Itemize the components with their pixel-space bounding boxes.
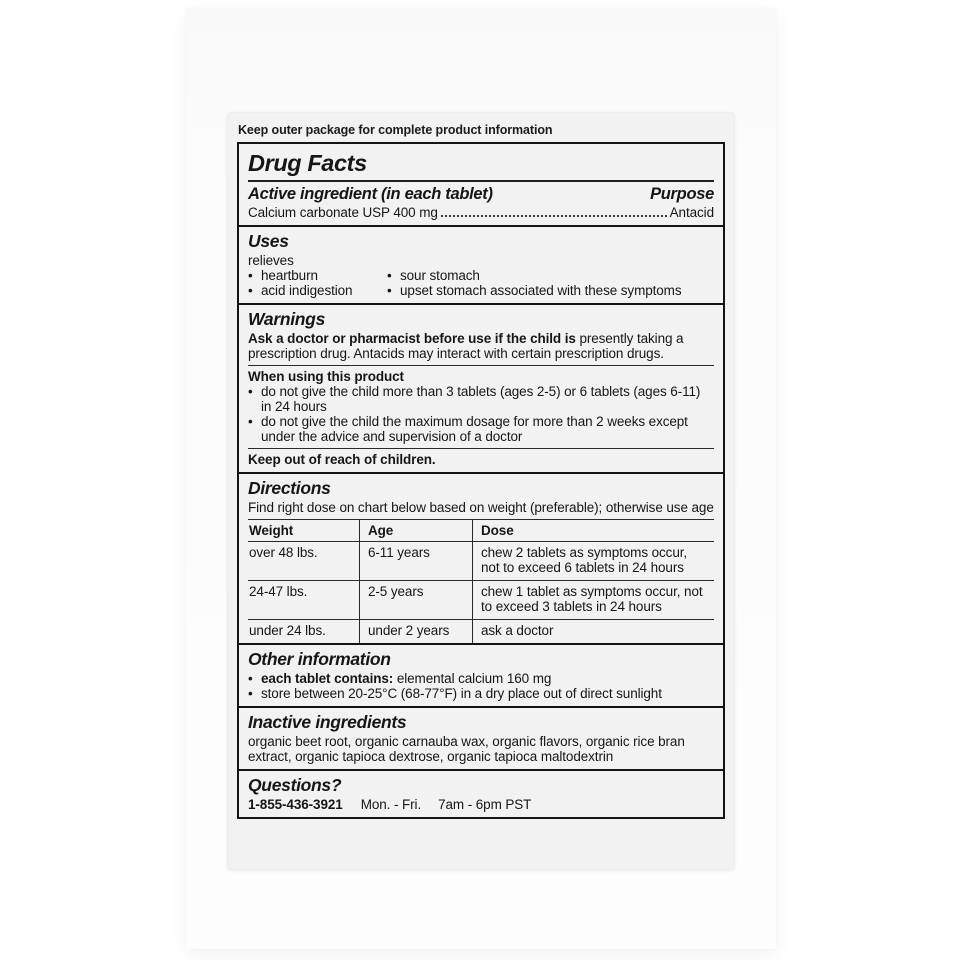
when-using-heading: When using this product [248,369,404,384]
list-item: • sour stomach [387,268,480,283]
other-information-heading: Other information [248,649,391,669]
ingredient-name: Calcium carbonate USP 400 mg [248,205,438,220]
list-item: • heartburn [248,268,318,283]
section-title [239,144,723,225]
list-item: • each tablet contains: elemental calcium 160 mg [248,671,552,686]
drug-facts-title: Drug Facts [248,150,367,176]
cell-dose: ask a doctor [473,620,715,644]
cell-age: 2-5 years [360,581,473,620]
directions-intro: Find right dose on chart below based on weight (preferable); otherwise use age [248,500,714,515]
inactive-ingredients-text: organic beet root, organic carnauba wax, organic flavors, organic rice bran extract, organic tapioca dextrose, organic tapioca maltodextrin [248,734,685,764]
inactive-ingredients-heading: Inactive ingredients [248,712,407,732]
list-item: • upset stomach associated with these symptoms [387,283,682,298]
table-row [248,581,714,620]
table-header-row [248,520,714,542]
keep-outer-package-note: Keep outer package for complete product information [238,123,553,137]
uses-heading: Uses [248,231,289,251]
purpose-heading: Purpose [650,185,714,203]
ingredient-purpose: Antacid [669,205,714,220]
drug-facts-box [237,142,725,819]
section-inactive-ingredients [239,706,723,769]
col-header-age: Age [360,520,473,542]
drug-facts-label-panel [227,112,735,870]
section-warnings [239,303,723,472]
warnings-rule-2 [248,448,714,449]
col-header-dose: Dose [473,520,715,542]
section-active-ingredient [239,182,723,225]
keep-out-of-reach-text: Keep out of reach of children. [248,452,436,467]
questions-contact-row [248,797,714,812]
cell-weight: over 48 lbs. [248,542,360,581]
list-item: • do not give the child more than 3 tablets (ages 2-5) or 6 tablets (ages 6-11) in 24 hours [248,384,701,414]
cell-age: 6-11 years [360,542,473,581]
table-row [248,542,714,581]
section-directions [239,472,723,643]
warnings-ask-doctor-text: Ask a doctor or pharmacist before use if the child is presently taking a prescription drug. Antacids may interact with certain prescription drugs. [248,331,684,361]
section-other-information [239,643,723,706]
section-questions [239,769,723,817]
phone-hours: 7am - 6pm PST [438,797,532,812]
each-tablet-contains-text: each tablet contains: elemental calcium 160 mg [261,671,552,686]
uses-bullet-list [248,268,714,298]
when-using-bullet-list [248,384,714,444]
product-package [186,8,776,949]
phone-days: Mon. - Fri. [360,797,422,812]
other-info-bullet-list [248,671,714,701]
questions-heading: Questions? [248,775,342,795]
phone-number: 1-855-436-3921 [248,797,343,812]
list-item: • acid indigestion [248,283,353,298]
cell-dose: chew 2 tablets as symptoms occur, not to exceed 6 tablets in 24 hours [473,542,715,581]
col-header-weight: Weight [248,520,360,542]
cell-age: under 2 years [360,620,473,644]
warnings-heading: Warnings [248,309,326,329]
section-uses [239,225,723,303]
list-item: • store between 20-25°C (68-77°F) in a dry place out of direct sunlight [248,686,662,701]
dose-table-wrap [239,519,723,643]
list-item: • do not give the child the maximum dosage for more than 2 weeks except under the advice and supervision of a doctor [248,414,688,444]
warnings-rule-1 [248,365,714,366]
cell-dose: chew 1 tablet as symptoms occur, not to exceed 3 tablets in 24 hours [473,581,715,620]
active-ingredient-heading: Active ingredient (in each tablet) [248,185,493,203]
dose-table [248,519,714,643]
dotted-leader [441,214,667,217]
uses-intro: relieves [248,253,294,268]
directions-heading: Directions [248,478,331,498]
table-row [248,620,714,644]
cell-weight: under 24 lbs. [248,620,360,644]
cell-weight: 24-47 lbs. [248,581,360,620]
